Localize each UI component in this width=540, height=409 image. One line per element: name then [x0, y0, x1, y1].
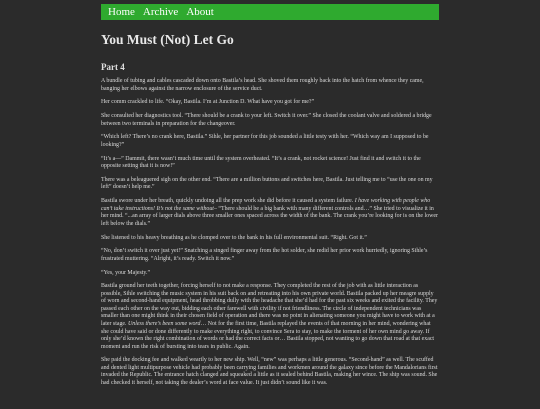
paragraph-text: “No, don’t switch it over just yet!” Snatching a singed finger away from the hot solder, she redid her prior work hurriedly, ignoring Sihle’s frustrated muttering. “Alright, it’s ready. Switch it now.” [101, 248, 428, 262]
paragraph-text: She consulted her diagnostics tool. “There should be a crank to your left. Switch it over.” She closed the coolant valve and soldered a bridge between two terminals in preparation for the changeover. [101, 113, 432, 127]
story-paragraph [101, 177, 439, 192]
story-paragraph [101, 134, 439, 149]
part-heading: Part 4 [101, 62, 125, 72]
story-paragraph [101, 357, 439, 387]
nav-archive-link[interactable]: Archive [142, 6, 179, 18]
paragraph-text: “It’s a—” Dammit, there wasn’t much time until the system overheated. “It’s a crank, not rocket science! Just find it and switch it to the opposite setting that it is now!” [101, 155, 421, 170]
story-paragraph [101, 270, 439, 278]
paragraph-text: – “There should be a big bank with many different controls and…” She tried to visualize it in her mind. “...an array of larger dials above three smaller ones spaced across the width of the bank. The crank you’re looking for is on the lower left below the dials.” [101, 205, 438, 227]
story-paragraph [101, 283, 439, 351]
story-body [101, 78, 439, 388]
story-paragraph [101, 235, 439, 243]
story-paragraph [101, 156, 439, 171]
emphasized-text: I have working with people who can’t take instructions! It’s not the same without [101, 198, 431, 212]
paragraph-text: … Not for the first time, Bastila replayed the events of that morning in her mind, wondering what she could have said or done differently to make everything right, to convince Sera to stay, to make the torment of her own mind go away. If only she’d known the right combination of words or had the correct facts or… Bastila stopped, not wanting to go down that road at that exact moment and run the risk of bursting into tears in public. Again. [101, 321, 435, 350]
paragraph-text: Bastila swore under her breath, quickly undoing all the prep work she did before it caused a system failure. [101, 198, 355, 205]
story-paragraph [101, 248, 439, 263]
paragraph-text: “Which left? There’s no crank here, Bastila.” Sihle, her partner for this job sounded a little testy with her. “Which way am I supposed to be looking?” [101, 134, 429, 148]
paragraph-text: There was a beleaguered sigh on the other end. “There are a million buttons and switches here, Bastila. Just telling me to “use the one on my left” doesn’t help me.” [101, 176, 433, 191]
emphasized-text: Unless there’s been some word [128, 321, 201, 327]
story-paragraph [101, 99, 439, 107]
story-title: You Must (Not) Let Go [101, 32, 234, 47]
paragraph-text: Her comm crackled to life. “Okay, Bastila. I’m at Junction D. What have you got for me?” [101, 99, 315, 106]
nav-home-link[interactable]: Home [108, 6, 135, 18]
paragraph-text: “Yes, your Majesty.” [101, 269, 151, 276]
paragraph-text: She paid the docking fee and walked wearily to her new ship. Well, “new” was perhaps a little generous. “Second-hand” as well. The scuffed and dented light multipurpose vehicle had probably been carrying families and workmen around the galaxy since before the Mandalorians first invaded the Republic. The entrance hatch clanged and squeaked a little as it sealed behind Bastila, making her wince. The ship was sound. She had checked it herself, not taking the dealer’s word at face value. It just didn’t sound like it was. [101, 357, 438, 387]
top-nav [101, 4, 439, 20]
story-paragraph [101, 113, 439, 128]
nav-about-link[interactable]: About [186, 6, 214, 18]
story-paragraph [101, 198, 439, 228]
paragraph-text: A bundle of tubing and cables cascaded down onto Bastila’s head. She shoved them roughly back into the hatch from whence they came, banging her elbows against the narrow enclosure of the service duct. [101, 78, 424, 92]
story-paragraph [101, 78, 439, 93]
paragraph-text: She listened to his heavy breathing as he clomped over to the bank in his full environmental suit. “Right. Got it.” [101, 234, 367, 241]
paragraph-text: Bastila ground her teeth together, forcing herself to not make a response. They completed the rest of the job with as little interaction as possible, Sihle switching the music system in his suit back on and retreating into his own private world. Bastila packed up her meagre supply of worn and second-hand equipment, head throbbing dully with the headache that she’d had for the past six weeks and exited the facility. They passed each other on the way out, bidding each other farewell with civility if not friendliness. The circle of independent technicians was smaller than one might think in their chosen field of operation and there was no point in alienating someone you might have to work with at a later stage. [101, 283, 438, 327]
page [101, 4, 439, 388]
